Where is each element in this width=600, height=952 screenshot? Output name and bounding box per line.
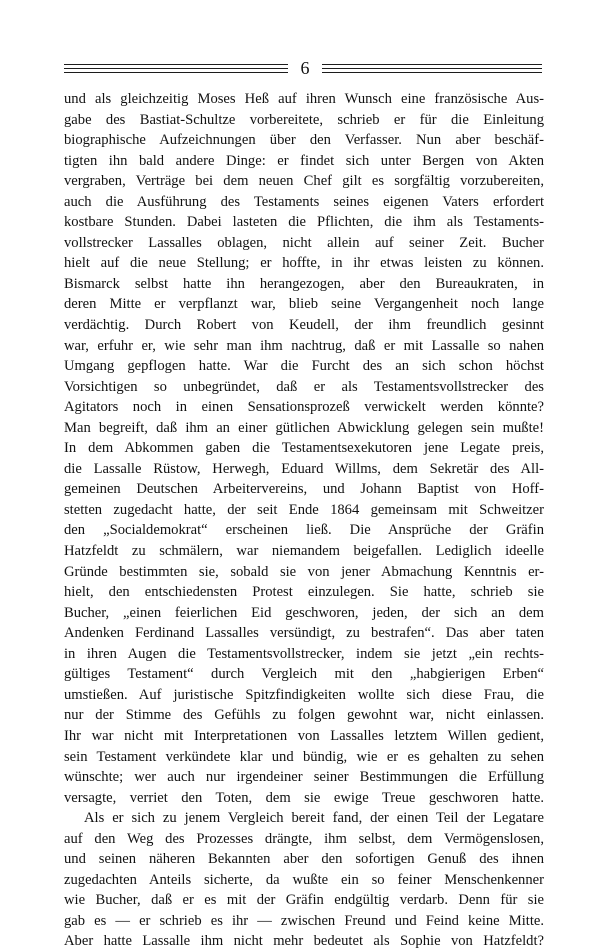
text-line: in ihren Augen die Testamentsvollstrecker, indem sie jetzt „ein rechts- — [64, 645, 544, 662]
text-line: In dem Abkommen gaben die Testamentsexekutoren jene Legate preis, — [64, 440, 544, 457]
text-line: Andenken Ferdinand Lassalles versündigt, zu bestrafen“. Das aber taten — [64, 625, 544, 642]
page-header — [64, 55, 542, 83]
text-line: gemeinen Deutschen Arbeitervereins, und Johann Baptist von Hoff- — [64, 481, 544, 498]
body-text — [64, 89, 544, 952]
text-line: Man begreift, daß ihm an einer gütlichen Abwicklung gelegen sein mußte! — [64, 419, 544, 436]
text-line: Bismarck selbst hatte ihn herangezogen, aber den Bureaukraten, in — [64, 275, 544, 292]
text-line: und als gleichzeitig Moses Heß auf ihren Wunsch eine französische Aus- — [64, 91, 544, 107]
text-line: gültiges Testament“ durch Vergleich mit den „habgierigen Erben“ — [64, 666, 544, 683]
text-line: Als er sich zu jenem Vergleich bereit fand, der einen Teil der Legatare — [84, 810, 544, 827]
text-line: gab es — er schrieb es ihr — zwischen Freund und Feind keine Mitte. — [64, 912, 544, 929]
text-line: zugedachten Anteils sicherte, da wußte ein so feiner Menschenkenner — [64, 871, 544, 888]
text-line: auf den Weg des Prozesses drängte, ihm selbst, dem Vermögenslosen, — [64, 830, 544, 847]
text-line: sein Testament verkündete klar und bündig, wie er es gehalten zu sehen — [64, 748, 544, 765]
text-line: vergraben, Verträge bei dem neuen Chef gilt es sorgfältig vorzubereiten, — [64, 173, 544, 190]
text-line: die Lassalle Rüstow, Herwegh, Eduard Willms, dem Sekretär des All- — [64, 460, 544, 477]
page-number: 6 — [300, 58, 310, 78]
text-line: wie Bucher, daß er es mit der Gräfin endgültig verdarb. Denn für sie — [64, 892, 544, 909]
text-line: Bucher, „einen feierlichen Eid geschworen, jeden, der sich an dem — [64, 604, 544, 621]
header-rule-right — [322, 64, 542, 74]
text-line: hielt auf die neue Stellung; er hoffte, in ihr etwas leisten zu können. — [64, 255, 544, 272]
text-line: auch die Ausführung des Testaments seines eigenen Vaters erfordert — [64, 193, 544, 210]
text-line: hielt, den entschiedensten Protest einzulegen. Sie hatte, schrieb sie — [64, 584, 544, 601]
text-line: den „Socialdemokrat“ erscheinen ließ. Die Ansprüche der Gräfin — [64, 522, 544, 539]
text-line: biographische Aufzeichnungen über den Verfasser. Nun aber beschäf- — [64, 132, 544, 149]
text-line: Vorsichtigen so unbegründet, daß er als Testamentsvollstrecker des — [64, 378, 544, 395]
text-line: tigten ihn bald andere Dinge: er findet sich unter Bergen von Akten — [64, 152, 544, 169]
text-line: Aber hatte Lassalle ihm nicht mehr bedeutet als Sophie von Hatzfeldt? — [64, 933, 544, 950]
text-line: nur der Stimme des Gefühls zu folgen gewohnt war, nicht einlassen. — [64, 707, 544, 724]
text-line: Agitators noch in einen Sensationsprozeß verwickelt werden könnte? — [64, 399, 544, 416]
text-line: stetten zugedacht hatte, der seit Ende 1864 gemeinsam mit Schweitzer — [64, 501, 544, 518]
text-line: gabe des Bastiat-Schultze vorbereitete, schrieb er für die Einleitung — [64, 111, 544, 128]
text-line: wünschte; wer auch nur irgendeiner seiner Bestimmungen die Erfüllung — [64, 769, 544, 786]
header-rule-left — [64, 64, 288, 74]
text-line: Umgang gepflogen hatte. War die Furcht des an sich schon höchst — [64, 358, 544, 375]
text-line: kostbare Stunden. Dabei lasteten die Pflichten, die ihm als Testaments- — [64, 214, 544, 231]
text-line: war, erfuhr er, wie sehr man ihm nachtrug, daß er mit Lassalle so nahen — [64, 337, 544, 354]
text-line: und seinen näheren Bekannten aber den sofortigen Genuß des ihnen — [64, 851, 544, 868]
text-line: vollstrecker Lassalles oblagen, nicht allein auf seiner Zeit. Bucher — [64, 234, 544, 251]
text-line: umstießen. Auf juristische Spitzfindigkeiten wollte sich diese Frau, die — [64, 686, 544, 703]
text-line: Gründe bestimmten sie, sobald sie von jener Abmachung Kenntnis er- — [64, 563, 544, 580]
text-line: Ihr war nicht mit Interpretationen von Lassalles letztem Willen gedient, — [64, 727, 544, 744]
text-line: deren Mitte er verpflanzt war, blieb seine Vergangenheit noch lange — [64, 296, 544, 313]
text-line: versagte, verriet den Toten, dem sie ewige Treue geschworen hatte. — [64, 789, 544, 806]
text-line: verdächtig. Durch Robert von Keudell, der ihm freundlich gesinnt — [64, 317, 544, 334]
text-line: Hatzfeldt zu schmälern, war niemandem beigefallen. Lediglich ideelle — [64, 543, 544, 560]
